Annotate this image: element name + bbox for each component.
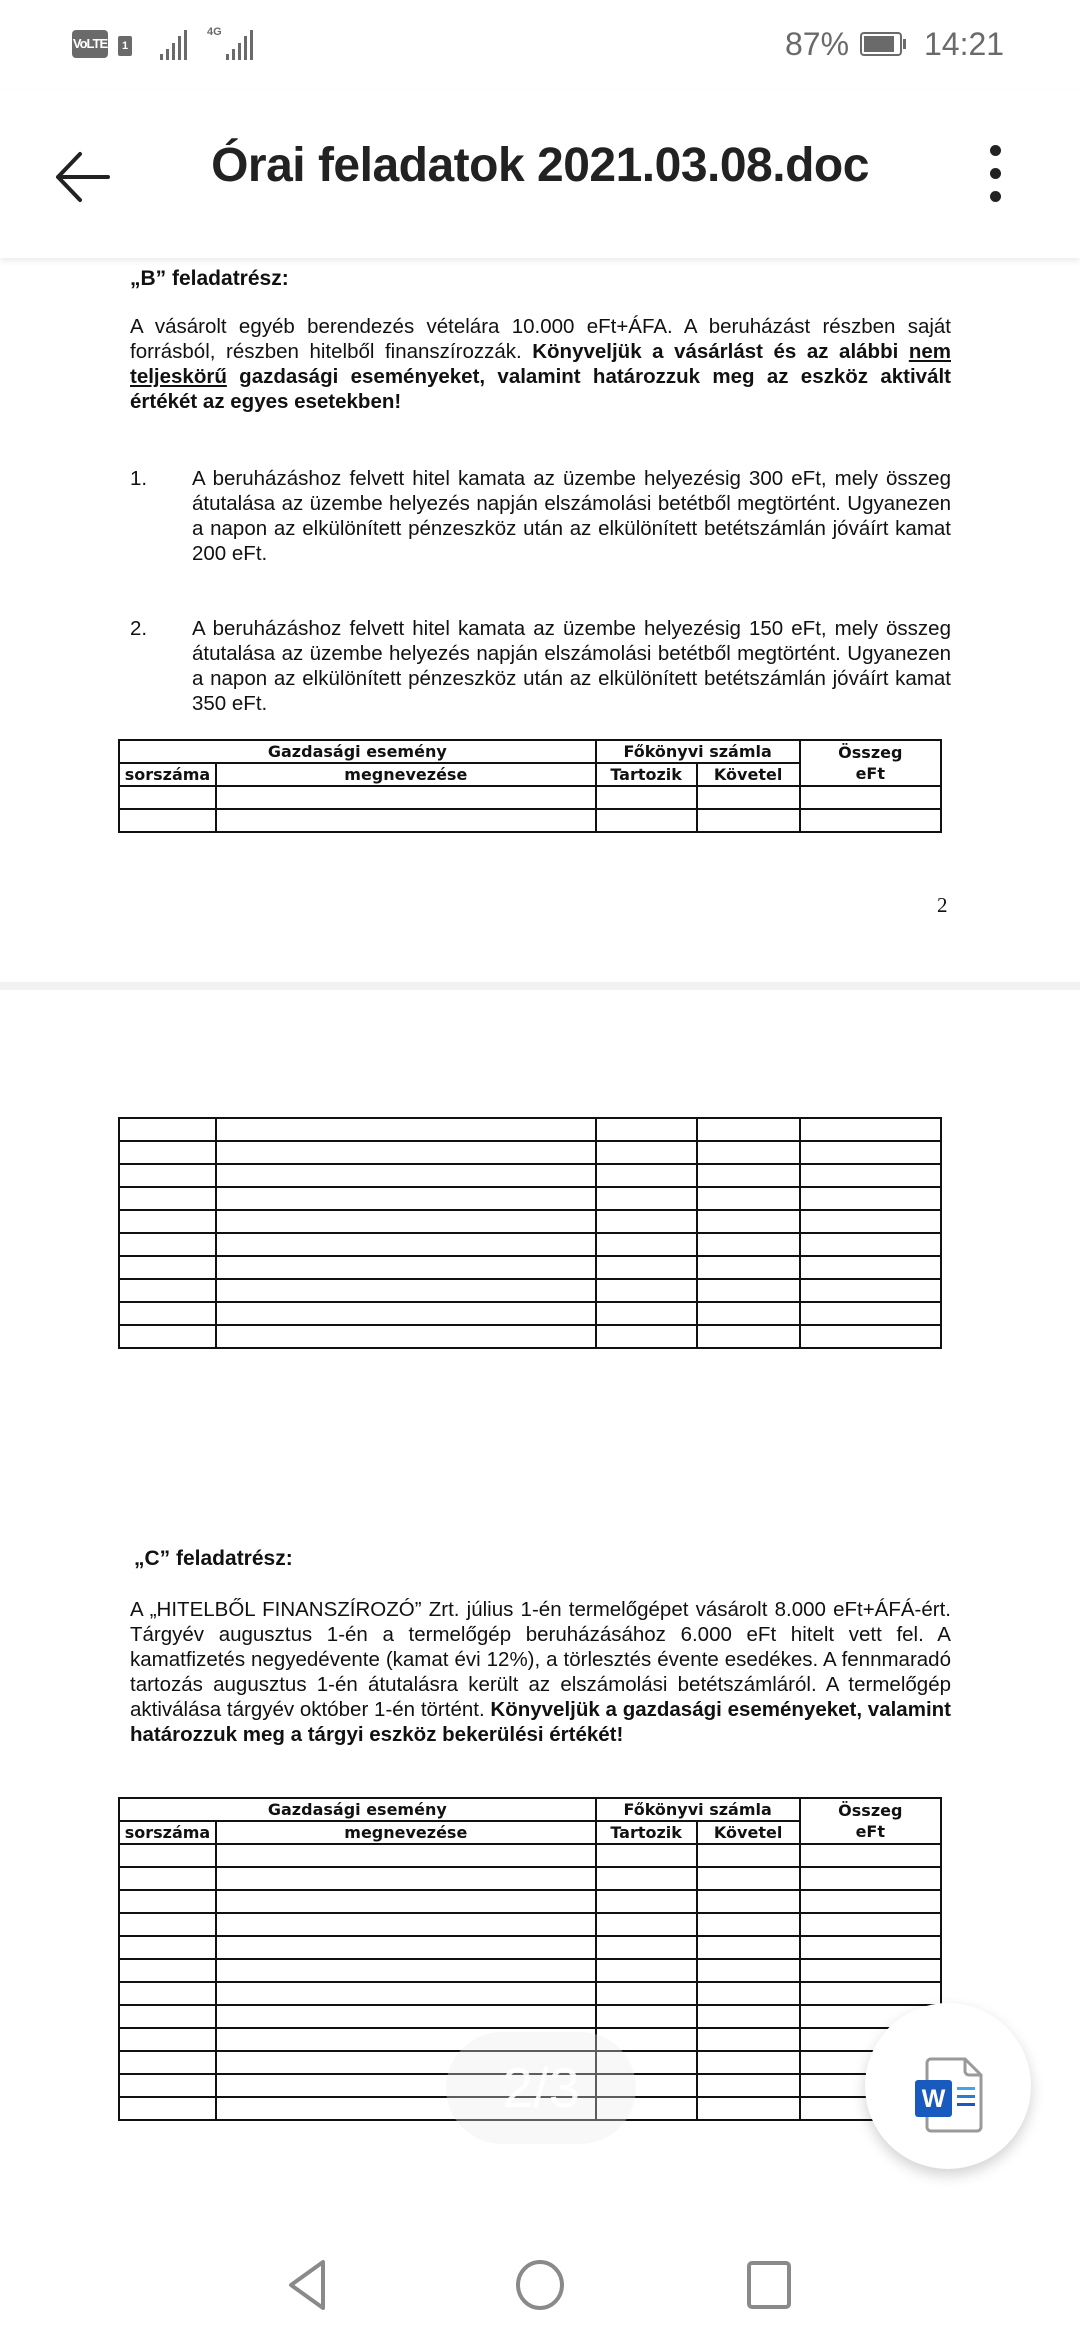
cell-credit bbox=[697, 1233, 800, 1256]
app-bar bbox=[0, 90, 1080, 258]
cell-debit bbox=[596, 1302, 697, 1325]
cell-amount bbox=[800, 1141, 941, 1164]
signal-strength-icon bbox=[160, 30, 187, 60]
cell-debit bbox=[596, 1325, 697, 1348]
table-row bbox=[119, 1936, 941, 1959]
header-economic-event: Gazdasági esemény bbox=[119, 740, 596, 763]
section-b-intro-bold: Könyveljük a vásárlást és az alábbi bbox=[532, 340, 909, 363]
cell-amount bbox=[800, 1210, 941, 1233]
cell-number bbox=[119, 1867, 216, 1890]
nav-home-button[interactable] bbox=[505, 2250, 575, 2320]
signal-strength-icon-2 bbox=[226, 30, 253, 60]
battery-percent: 87% bbox=[785, 26, 850, 62]
table-row bbox=[119, 1325, 941, 1348]
cell-name bbox=[216, 1867, 596, 1890]
header-number: sorszáma bbox=[119, 763, 216, 786]
cell-name bbox=[216, 1187, 596, 1210]
cell-debit bbox=[596, 1936, 697, 1959]
cell-credit bbox=[697, 1844, 800, 1867]
cell-number bbox=[119, 1164, 216, 1187]
cell-number bbox=[119, 2005, 216, 2028]
cell-debit bbox=[596, 1118, 697, 1141]
cell-credit bbox=[697, 1302, 800, 1325]
cell-credit bbox=[697, 809, 800, 832]
cell-amount bbox=[800, 1279, 941, 1302]
cell-number bbox=[119, 1187, 216, 1210]
nav-back-button[interactable] bbox=[273, 2250, 343, 2320]
cell-number bbox=[119, 1233, 216, 1256]
section-c-heading: „C” feladatrész: bbox=[134, 1547, 293, 1570]
table-row bbox=[119, 1141, 941, 1164]
cell-name bbox=[216, 1118, 596, 1141]
header-number: sorszáma bbox=[119, 1821, 216, 1844]
cell-credit bbox=[697, 1936, 800, 1959]
table-row bbox=[119, 1913, 941, 1936]
back-button[interactable] bbox=[50, 142, 120, 212]
table-row bbox=[119, 1164, 941, 1187]
list-item-text: A beruházáshoz felvett hitel kamata az üzembe helyezésig 300 eFt, mely összeg átutalása az üzembe helyezés napján elszámolási betétből megtörtént. Ugyanezen a napon az elkülönített pénzeszköz után az elkülönített betétszámlán jóváírt kamat 200 eFt. bbox=[192, 467, 951, 565]
header-debit: Tartozik bbox=[596, 1821, 697, 1844]
cell-credit bbox=[697, 1256, 800, 1279]
cell-number bbox=[119, 809, 216, 832]
nav-recents-button[interactable] bbox=[735, 2250, 805, 2320]
header-ledger-account: Főkönyvi számla bbox=[596, 1798, 800, 1821]
table-row bbox=[119, 1302, 941, 1325]
cell-name bbox=[216, 1936, 596, 1959]
cell-credit bbox=[697, 1913, 800, 1936]
cell-number bbox=[119, 1890, 216, 1913]
cell-name bbox=[216, 1302, 596, 1325]
section-b-intro-underlined: nem teljeskörű bbox=[130, 340, 951, 388]
cell-credit bbox=[697, 1118, 800, 1141]
cell-amount bbox=[800, 1256, 941, 1279]
cell-number bbox=[119, 1844, 216, 1867]
cell-debit bbox=[596, 1844, 697, 1867]
cell-name bbox=[216, 1890, 596, 1913]
cell-name bbox=[216, 809, 596, 832]
cell-number bbox=[119, 1256, 216, 1279]
sim-slot-icon: 1 bbox=[118, 36, 132, 56]
battery-tip bbox=[903, 39, 906, 49]
battery-icon bbox=[860, 32, 902, 56]
header-amount-line1: Összeg bbox=[838, 1801, 903, 1820]
system-nav-bar bbox=[0, 2230, 1080, 2340]
cell-amount bbox=[800, 1890, 941, 1913]
section-b-intro-text: A vásárolt egyéb berendezés vételára 10.000 eFt+ÁFA. A beruházást részben saját forrásból, részben hitelből finanszírozzák. bbox=[130, 315, 951, 363]
cell-credit bbox=[697, 2074, 800, 2097]
arrow-left-icon bbox=[50, 142, 120, 212]
cell-name bbox=[216, 1256, 596, 1279]
cell-debit bbox=[596, 1867, 697, 1890]
cell-amount bbox=[800, 1936, 941, 1959]
table-row bbox=[119, 1118, 941, 1141]
table-row bbox=[119, 1867, 941, 1890]
cell-name bbox=[216, 786, 596, 809]
cell-debit bbox=[596, 1982, 697, 2005]
cell-number bbox=[119, 1325, 216, 1348]
ledger-table-continued bbox=[118, 1117, 942, 1349]
cell-number bbox=[119, 2028, 216, 2051]
page-separator bbox=[0, 982, 1080, 990]
cell-credit bbox=[697, 1164, 800, 1187]
section-c-body bbox=[130, 1597, 951, 1747]
cell-name bbox=[216, 2005, 596, 2028]
nav-back-icon bbox=[273, 2250, 343, 2320]
cell-name bbox=[216, 1233, 596, 1256]
table-row bbox=[119, 1210, 941, 1233]
status-bar bbox=[0, 0, 1080, 90]
table-row bbox=[119, 1982, 941, 2005]
cell-credit bbox=[697, 2097, 800, 2120]
more-options-button[interactable] bbox=[975, 145, 1015, 209]
cell-credit bbox=[697, 1982, 800, 2005]
cell-credit bbox=[697, 1959, 800, 1982]
cell-number bbox=[119, 1982, 216, 2005]
cell-number bbox=[119, 1959, 216, 1982]
cell-number bbox=[119, 786, 216, 809]
cell-debit bbox=[596, 1164, 697, 1187]
cell-amount bbox=[800, 1325, 941, 1348]
table-row bbox=[119, 1959, 941, 1982]
cell-name bbox=[216, 1982, 596, 2005]
cell-debit bbox=[596, 1959, 697, 1982]
cell-name bbox=[216, 1279, 596, 1302]
cell-name bbox=[216, 1325, 596, 1348]
cell-number bbox=[119, 1302, 216, 1325]
cell-number bbox=[119, 1210, 216, 1233]
cell-name bbox=[216, 1141, 596, 1164]
header-amount-line1: Összeg bbox=[838, 743, 903, 762]
svg-text:W: W bbox=[921, 2085, 946, 2113]
header-name: megnevezése bbox=[216, 1821, 596, 1844]
header-credit: Követel bbox=[697, 763, 800, 786]
cell-name bbox=[216, 1164, 596, 1187]
cell-debit bbox=[596, 1256, 697, 1279]
section-b-intro bbox=[130, 314, 951, 414]
cell-name bbox=[216, 1913, 596, 1936]
cell-amount bbox=[800, 1959, 941, 1982]
section-c-body-bold: Könyveljük a gazdasági eseményeket, valamint határozzuk meg a tárgyi eszköz bekerülési értékét! bbox=[130, 1698, 951, 1746]
cell-name bbox=[216, 1959, 596, 1982]
header-ledger-account: Főkönyvi számla bbox=[596, 740, 800, 763]
table-row bbox=[119, 1233, 941, 1256]
cell-credit bbox=[697, 1279, 800, 1302]
header-debit: Tartozik bbox=[596, 763, 697, 786]
list-item-number: 1. bbox=[130, 467, 148, 490]
cell-credit bbox=[697, 1867, 800, 1890]
cell-amount bbox=[800, 1867, 941, 1890]
cell-amount bbox=[800, 1844, 941, 1867]
table-row bbox=[119, 1844, 941, 1867]
page-number: 2 bbox=[937, 893, 948, 917]
header-economic-event: Gazdasági esemény bbox=[119, 1798, 596, 1821]
cell-debit bbox=[596, 1913, 697, 1936]
cell-debit bbox=[596, 786, 697, 809]
nav-recents-icon bbox=[735, 2250, 805, 2320]
cell-credit bbox=[697, 2005, 800, 2028]
cell-amount bbox=[800, 1118, 941, 1141]
table-row bbox=[119, 1256, 941, 1279]
section-c-body-text: A „HITELBŐL FINANSZÍROZÓ” Zrt. július 1-én termelőgépet vásárolt 8.000 eFt+ÁFÁ-ért. Tárgyév augusztus 1-én a termelőgép beruházásához 6.000 eFt hitelt vett fel. A kamatfizetés negyedévente (kamat évi 12%), a törlesztés évente esedékes. A fennmaradó tartozás augusztus 1-én átutalásra került az elszámolási betétszámláról. A termelőgép aktiválása tárgyév október 1-én történt. bbox=[130, 1598, 951, 1721]
page-indicator: 2/3 bbox=[446, 2032, 636, 2144]
cell-debit bbox=[596, 1210, 697, 1233]
header-amount-line2: eFt bbox=[855, 764, 886, 783]
table-row bbox=[119, 809, 941, 832]
header-amount bbox=[800, 740, 941, 786]
cell-amount bbox=[800, 1913, 941, 1936]
cell-debit bbox=[596, 1233, 697, 1256]
table-row bbox=[119, 786, 941, 809]
volte-icon: VoLTE bbox=[72, 30, 108, 58]
table-row bbox=[119, 1187, 941, 1210]
cell-number bbox=[119, 2051, 216, 2074]
cell-amount bbox=[800, 786, 941, 809]
cell-number bbox=[119, 1141, 216, 1164]
cell-debit bbox=[596, 1279, 697, 1302]
table-header-row bbox=[119, 1798, 941, 1821]
cell-amount bbox=[800, 1164, 941, 1187]
cell-debit bbox=[596, 809, 697, 832]
more-vertical-icon bbox=[975, 145, 1015, 202]
cell-amount bbox=[800, 1233, 941, 1256]
list-item-number: 2. bbox=[130, 617, 148, 640]
document-title: Órai feladatok 2021.03.08.doc bbox=[211, 139, 869, 192]
table-row bbox=[119, 2005, 941, 2028]
cell-credit bbox=[697, 2051, 800, 2074]
cell-number bbox=[119, 2074, 216, 2097]
ledger-table-b bbox=[118, 739, 942, 833]
cell-debit bbox=[596, 1890, 697, 1913]
cell-credit bbox=[697, 1187, 800, 1210]
cell-debit bbox=[596, 1141, 697, 1164]
header-name: megnevezése bbox=[216, 763, 596, 786]
section-b-heading: „B” feladatrész: bbox=[130, 267, 289, 290]
header-amount-line2: eFt bbox=[855, 1822, 886, 1841]
cell-name bbox=[216, 1844, 596, 1867]
table-row bbox=[119, 1279, 941, 1302]
cell-number bbox=[119, 1118, 216, 1141]
cell-debit bbox=[596, 1187, 697, 1210]
cell-number bbox=[119, 1279, 216, 1302]
cell-amount bbox=[800, 1302, 941, 1325]
header-amount bbox=[800, 1798, 941, 1844]
clock: 14:21 bbox=[924, 26, 1005, 62]
cell-amount bbox=[800, 1982, 941, 2005]
cell-credit bbox=[697, 1325, 800, 1348]
cell-debit bbox=[596, 2005, 697, 2028]
open-in-word-button[interactable] bbox=[865, 2003, 1031, 2169]
cell-credit bbox=[697, 1141, 800, 1164]
table-header-row bbox=[119, 740, 941, 763]
cell-number bbox=[119, 2097, 216, 2120]
nav-home-icon bbox=[505, 2250, 575, 2320]
cell-amount bbox=[800, 809, 941, 832]
cell-credit bbox=[697, 2028, 800, 2051]
cell-number bbox=[119, 1936, 216, 1959]
section-b-intro-bold-2: gazdasági eseményeket, valamint határozzuk meg az eszköz aktivált értékét az egyes esetekben! bbox=[130, 365, 951, 413]
cell-credit bbox=[697, 1210, 800, 1233]
cell-number bbox=[119, 1913, 216, 1936]
network-type-label: 4G bbox=[207, 26, 222, 38]
table-row bbox=[119, 1890, 941, 1913]
word-document-icon bbox=[865, 2003, 1031, 2169]
cell-name bbox=[216, 1210, 596, 1233]
list-item-text: A beruházáshoz felvett hitel kamata az üzembe helyezésig 150 eFt, mely összeg átutalása az üzembe helyezés napján elszámolási betétből megtörtént. Ugyanezen a napon az elkülönített pénzeszköz után az elkülönített betétszámlán jóváírt kamat 350 eFt. bbox=[192, 617, 951, 715]
cell-credit bbox=[697, 1890, 800, 1913]
cell-credit bbox=[697, 786, 800, 809]
cell-amount bbox=[800, 1187, 941, 1210]
header-credit: Követel bbox=[697, 1821, 800, 1844]
